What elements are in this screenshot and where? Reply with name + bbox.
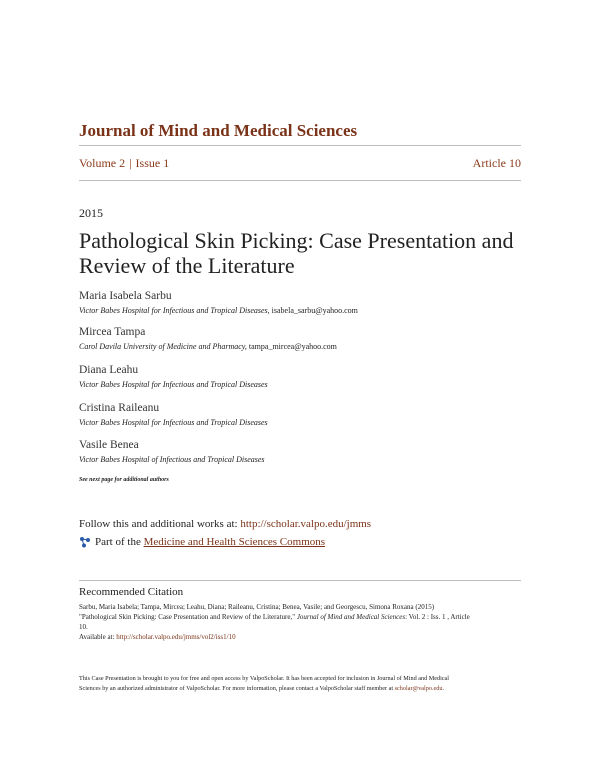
citation-journal: Journal of Mind and Medical Sciences <box>296 613 406 621</box>
citation-line-2 <box>79 612 529 622</box>
author-name: Maria Isabela Sarbu <box>79 290 172 302</box>
recommended-citation-heading: Recommended Citation <box>79 586 184 598</box>
author-affiliation <box>79 342 337 351</box>
header-rule-bottom <box>79 180 521 181</box>
follow-prefix: Follow this and additional works at: <box>79 518 241 530</box>
affiliation-text: Carol Davila University of Medicine and Pharmacy, <box>79 342 247 351</box>
author-affiliation: Victor Babes Hospital of Infectious and Tropical Diseases <box>79 455 265 464</box>
article-title <box>79 228 519 278</box>
author-email: tampa_mircea@yahoo.com <box>246 342 337 351</box>
footer-line-2 <box>79 684 529 694</box>
citation-line-1: Sarbu, Maria Isabela; Tampa, Mircea; Leahu, Diana; Raileanu, Cristina; Benea, Vasile; and Georgescu, Simona Roxana (2015) <box>79 603 435 611</box>
citation-rule <box>79 580 521 581</box>
citation-line-3: 10. <box>79 623 88 631</box>
author-name: Vasile Benea <box>79 439 139 451</box>
citation-volume-text: : Vol. 2 : Iss. 1 , Article <box>405 613 470 621</box>
author-name: Diana Leahu <box>79 364 139 376</box>
author-affiliation: Victor Babes Hospital for Infectious and Tropical Diseases <box>79 380 268 389</box>
author-name: Mircea Tampa <box>79 326 146 338</box>
footer-line-2-end: . <box>442 685 444 692</box>
commons-link[interactable]: Medicine and Health Sciences Commons <box>143 536 326 548</box>
title-line-1: Pathological Skin Picking: Case Presentation and <box>79 228 514 253</box>
footer-note <box>79 674 529 694</box>
see-next-page-note: See next page for additional authors <box>79 477 169 483</box>
citation-available <box>79 632 529 642</box>
volume-issue-separator: | <box>129 156 132 170</box>
author-affiliation <box>79 306 358 315</box>
contact-email-link[interactable]: scholar@valpo.edu <box>394 685 443 692</box>
title-line-2: Review of the Literature <box>79 253 295 278</box>
journal-title[interactable]: Journal of Mind and Medical Sciences <box>79 121 358 140</box>
citation-block <box>79 602 529 642</box>
part-of-line <box>79 536 325 548</box>
available-prefix: Available at: <box>79 633 117 641</box>
footer-line-1: This Case Presentation is brought to you for free and open access by ValpoScholar. It has been accepted for inclusion in Journal of Mind and Medical <box>79 675 450 682</box>
part-of-prefix: Part of the <box>95 536 141 548</box>
volume-link[interactable]: Volume 2 <box>79 156 126 170</box>
footer-line-2-text: Sciences by an authorized administrator of ValpoScholar. For more information, please contact a ValpoScholar staff member at <box>79 685 395 692</box>
author-affiliation: Victor Babes Hospital for Infectious and Tropical Diseases <box>79 418 268 427</box>
article-number[interactable]: Article 10 <box>472 156 521 170</box>
commons-network-icon <box>79 536 91 548</box>
jmms-link[interactable]: http://scholar.valpo.edu/jmms <box>240 518 372 530</box>
follow-line <box>79 518 371 530</box>
author-email: isabela_sarbu@yahoo.com <box>269 306 358 315</box>
citation-url-link[interactable]: http://scholar.valpo.edu/jmms/vol2/iss1/10 <box>116 633 236 641</box>
issue-link[interactable]: Issue 1 <box>135 156 170 170</box>
header-rule-top <box>79 145 521 146</box>
author-name: Cristina Raileanu <box>79 402 160 414</box>
volume-issue <box>79 156 169 171</box>
affiliation-text: Victor Babes Hospital for Infectious and Tropical Diseases, <box>79 306 270 315</box>
publication-year: 2015 <box>79 206 103 220</box>
citation-title-text: "Pathological Skin Picking: Case Presentation and Review of the Literature," <box>79 613 297 621</box>
